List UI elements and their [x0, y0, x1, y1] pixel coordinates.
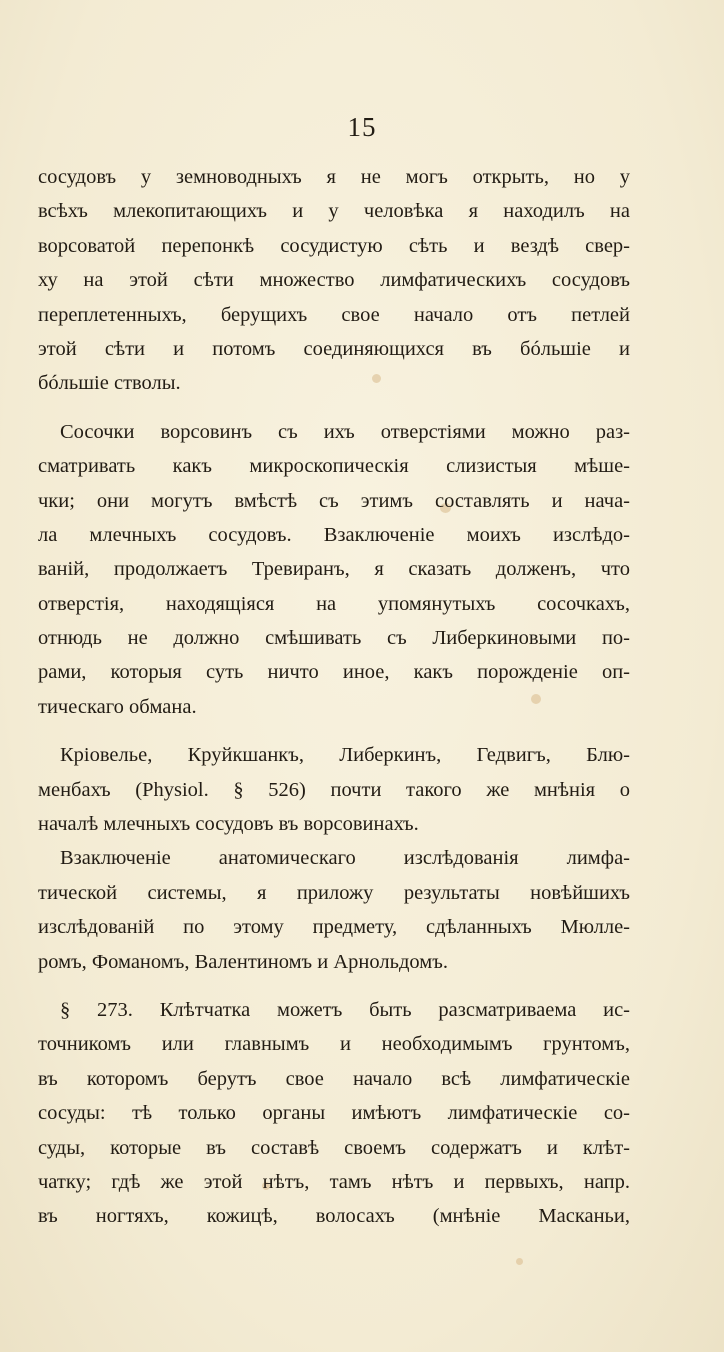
- text-line: менбахъ (Physiol. § 526) почти такого же мнѣнія о: [38, 778, 630, 801]
- paper-speck: [516, 1258, 523, 1265]
- text-line: чки; они могутъ вмѣстѣ съ этимъ составлять и нача-: [38, 489, 630, 512]
- text-line: сосуды: тѣ только органы имѣютъ лимфатическіе со-: [38, 1102, 630, 1125]
- text-line: тической системы, я приложу результаты новѣйшихъ: [38, 881, 630, 904]
- paragraph: [38, 160, 630, 401]
- text-line: этой сѣти и потомъ соединяющихся въ бóльшіе и: [38, 337, 630, 360]
- text-line: переплетенныхъ, берущихъ свое начало отъ петлей: [38, 303, 630, 326]
- body-text: [38, 160, 630, 1234]
- text-line: чатку; гдѣ же этой нѣтъ, тамъ нѣтъ и первыхъ, напр.: [38, 1170, 630, 1193]
- text-line: всѣхъ млекопитающихъ и у человѣка я находилъ на: [38, 200, 630, 223]
- text-line: § 273. Клѣтчатка можетъ быть разсматриваема ис-: [60, 998, 630, 1021]
- paragraph: [38, 738, 630, 841]
- text-line: ромъ, Фоманомъ, Валентиномъ и Арнольдомъ.: [38, 950, 448, 973]
- text-line: Взаключеніе анатомическаго изслѣдованія лимфа-: [60, 847, 630, 870]
- text-line: ворсоватой перепонкѣ сосудистую сѣть и вездѣ свер-: [38, 234, 630, 257]
- text-line: суды, которые въ составѣ своемъ содержатъ и клѣт-: [38, 1136, 630, 1159]
- text-line: въ которомъ берутъ свое начало всѣ лимфатическіе: [38, 1067, 630, 1090]
- paragraph: [38, 841, 630, 979]
- text-line: бóльшіе стволы.: [38, 372, 181, 395]
- text-line: Сосочки ворсовинъ съ ихъ отверстіями можно раз-: [60, 420, 630, 443]
- text-line: ху на этой сѣти множество лимфатическихъ сосудовъ: [38, 269, 630, 292]
- text-line: началѣ млечныхъ сосудовъ въ ворсовинахъ.: [38, 813, 419, 836]
- text-line: сматривать какъ микроскопическія слизистыя мѣшe-: [38, 455, 630, 478]
- text-line: рами, которыя суть ничто иное, какъ порожденіе оп-: [38, 661, 630, 684]
- text-line: тическаго обмана.: [38, 695, 197, 718]
- text-line: ла млечныхъ сосудовъ. Взаключеніе моихъ изслѣдо-: [38, 523, 630, 546]
- text-line: изслѣдованій по этому предмету, сдѣланныхъ Мюлле-: [38, 916, 630, 939]
- page-number: 15: [347, 112, 377, 142]
- text-line: Кріовелье, Круйкшанкъ, Либеркинъ, Гедвигъ, Блю-: [60, 744, 630, 767]
- text-line: точникомъ или главнымъ и необходимымъ грунтомъ,: [38, 1033, 630, 1056]
- text-line: сосудовъ у земноводныхъ я не могъ открыть, но у: [38, 166, 630, 188]
- text-line: въ ногтяхъ, кожицѣ, волосахъ (мнѣніе Масканьи,: [38, 1205, 630, 1228]
- paragraph: [38, 415, 630, 725]
- paragraph: [38, 993, 630, 1234]
- text-line: отнюдь не должно смѣшивать съ Либеркиновыми по-: [38, 627, 630, 650]
- text-line: отверстія, находящіяся на упомянутыхъ сосочкахъ,: [38, 592, 630, 615]
- text-line: ваній, продолжаетъ Тревиранъ, я сказать долженъ, что: [38, 558, 630, 581]
